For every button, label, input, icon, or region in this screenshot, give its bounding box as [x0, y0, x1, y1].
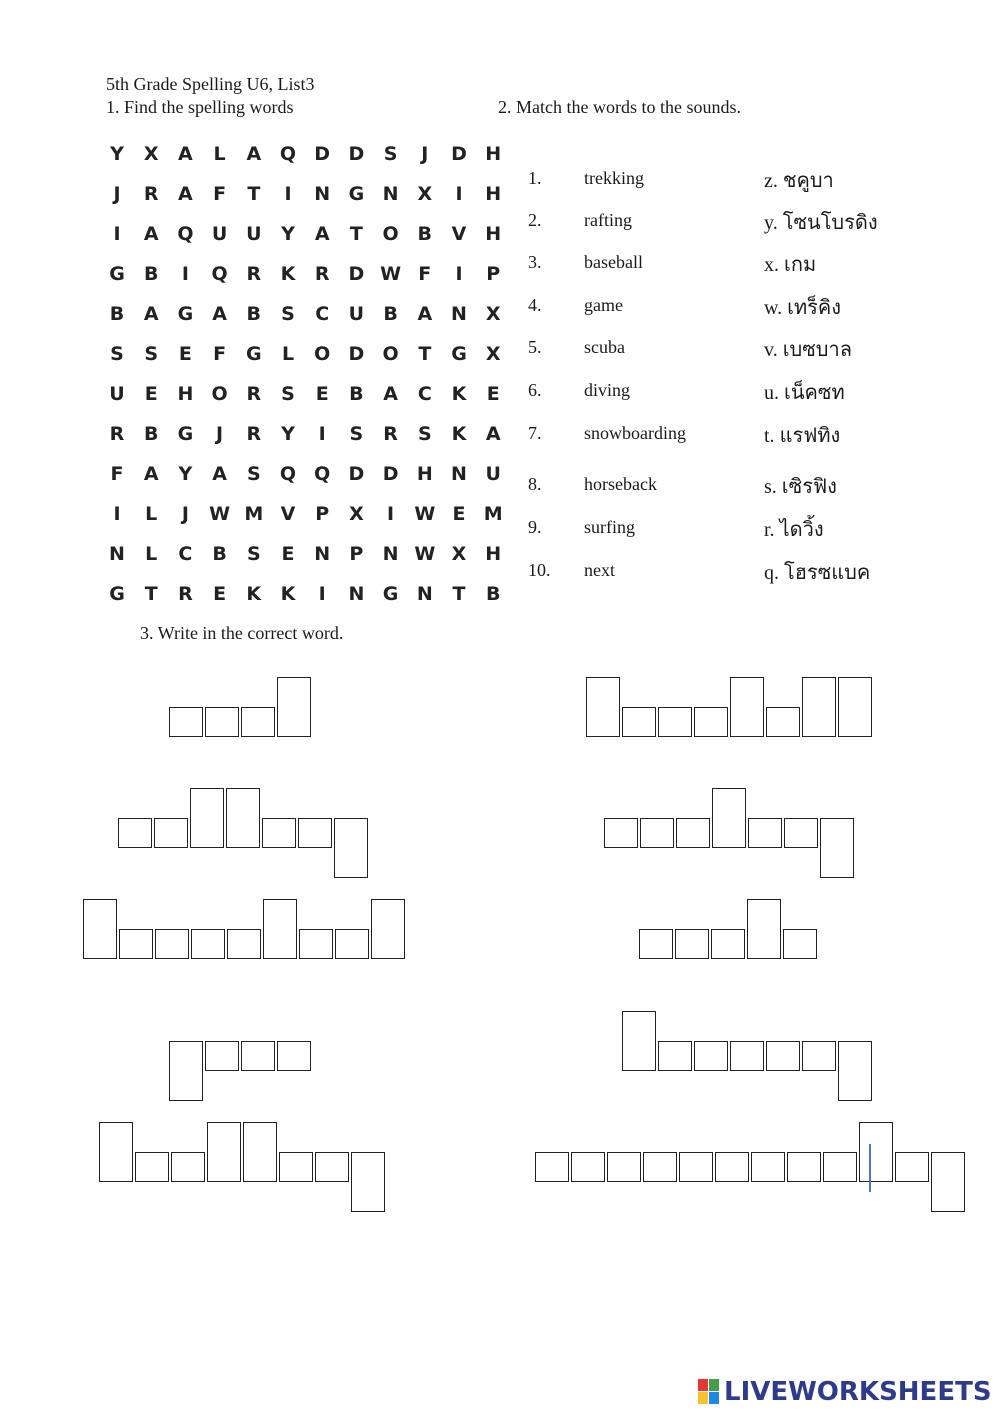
letter-box[interactable] — [371, 899, 405, 959]
grid-letter[interactable]: N — [348, 583, 365, 605]
match-sound — [764, 419, 840, 451]
grid-letter[interactable]: B — [485, 583, 501, 605]
grid-letter[interactable]: Y — [281, 423, 295, 445]
grid-letter[interactable]: G — [109, 263, 125, 285]
match-word: snowboarding — [584, 423, 686, 443]
grid-letter[interactable]: F — [418, 263, 432, 285]
letter-box[interactable] — [766, 1041, 800, 1071]
grid-letter[interactable]: D — [348, 463, 365, 485]
match-sound — [764, 248, 816, 280]
letter-box[interactable] — [712, 788, 746, 848]
letter-box[interactable] — [730, 1041, 764, 1071]
grid-letter[interactable]: E — [281, 543, 295, 565]
grid-letter[interactable]: U — [211, 223, 228, 245]
grid-letter[interactable]: D — [348, 143, 365, 165]
letter-box[interactable] — [622, 1011, 656, 1071]
grid-letter[interactable]: P — [486, 263, 501, 285]
grid-letter[interactable]: A — [246, 143, 262, 165]
grid-letter[interactable]: L — [281, 343, 295, 365]
letter-box[interactable] — [676, 818, 710, 848]
grid-letter[interactable]: Q — [279, 463, 297, 485]
match-word: baseball — [584, 252, 643, 272]
logo-text: LIVEWORKSHEETS — [724, 1377, 992, 1407]
grid-letter[interactable]: R — [178, 583, 193, 605]
grid-letter[interactable]: N — [451, 463, 467, 485]
grid-letter[interactable]: A — [212, 463, 227, 485]
grid-letter[interactable]: S — [417, 423, 432, 445]
letter-box[interactable] — [694, 1041, 728, 1071]
letter-box[interactable] — [607, 1152, 641, 1182]
letter-box[interactable] — [205, 1041, 239, 1071]
grid-letter[interactable]: N — [382, 543, 399, 565]
match-number: 2. — [528, 210, 542, 230]
grid-letter[interactable]: Y — [178, 463, 193, 485]
letter-box[interactable] — [169, 707, 203, 737]
grid-letter[interactable]: A — [143, 303, 159, 325]
letter-box[interactable] — [730, 677, 764, 737]
match-number: 1. — [528, 168, 542, 188]
grid-letter[interactable]: S — [281, 303, 295, 325]
grid-letter[interactable]: J — [181, 503, 189, 525]
logo-icon — [698, 1379, 720, 1405]
grid-letter[interactable]: P — [315, 503, 330, 525]
letter-box[interactable] — [639, 929, 673, 959]
thai-sound: เน็คซท — [784, 380, 845, 404]
grid-letter[interactable]: I — [284, 183, 292, 205]
grid-letter[interactable]: D — [348, 343, 365, 365]
letter-box[interactable] — [263, 899, 297, 959]
grid-letter[interactable]: D — [382, 463, 399, 485]
grid-letter[interactable]: A — [417, 303, 433, 325]
letter-box[interactable] — [766, 707, 800, 737]
sound-letter: v. — [764, 339, 778, 361]
letter-box[interactable] — [675, 929, 709, 959]
grid-letter[interactable]: S — [349, 423, 364, 445]
grid-letter[interactable]: X — [349, 503, 364, 525]
letter-box[interactable] — [643, 1152, 677, 1182]
grid-letter[interactable]: A — [178, 143, 193, 165]
grid-letter[interactable]: D — [314, 143, 331, 165]
sound-letter: s. — [764, 476, 777, 498]
grid-letter[interactable]: A — [212, 303, 227, 325]
grid-letter[interactable]: I — [318, 583, 326, 605]
letter-box[interactable] — [820, 818, 854, 878]
match-sound — [764, 513, 824, 545]
grid-letter[interactable]: D — [348, 263, 365, 285]
grid-letter[interactable]: B — [143, 263, 159, 285]
grid-letter[interactable]: A — [383, 383, 398, 405]
grid-letter[interactable]: P — [349, 543, 364, 565]
match-number: 7. — [528, 423, 542, 443]
grid-letter[interactable]: Y — [110, 143, 124, 165]
letter-box[interactable] — [535, 1152, 569, 1182]
letter-box[interactable] — [277, 677, 311, 737]
grid-letter[interactable]: L — [145, 543, 158, 565]
letter-box[interactable] — [694, 707, 728, 737]
letter-box[interactable] — [784, 818, 818, 848]
grid-letter[interactable]: J — [421, 143, 429, 165]
match-word: game — [584, 295, 623, 315]
letter-box[interactable] — [171, 1152, 205, 1182]
match-number: 9. — [528, 517, 542, 537]
grid-letter[interactable]: Y — [281, 223, 295, 245]
letter-box[interactable] — [658, 1041, 692, 1071]
letter-box[interactable] — [241, 707, 275, 737]
grid-letter[interactable]: L — [145, 503, 158, 525]
letter-box[interactable] — [241, 1041, 275, 1071]
letter-box[interactable] — [99, 1122, 133, 1182]
grid-letter[interactable]: A — [143, 463, 159, 485]
letter-box[interactable] — [279, 1152, 313, 1182]
grid-letter[interactable]: E — [178, 343, 192, 365]
grid-letter[interactable]: W — [209, 503, 231, 525]
thai-sound: โฮรซแบค — [784, 560, 871, 584]
letter-box[interactable] — [604, 818, 638, 848]
match-word: diving — [584, 380, 631, 400]
match-sound — [764, 376, 845, 408]
match-number: 10. — [528, 560, 551, 580]
grid-letter[interactable]: I — [387, 503, 395, 525]
thai-sound: เบซบาล — [782, 337, 852, 361]
grid-letter[interactable]: G — [245, 343, 262, 365]
letter-box[interactable] — [931, 1152, 965, 1212]
grid-letter[interactable]: U — [485, 463, 501, 485]
grid-letter[interactable]: M — [244, 503, 264, 525]
grid-letter[interactable]: B — [349, 383, 364, 405]
grid-letter[interactable]: R — [246, 423, 262, 445]
grid-letter[interactable]: U — [109, 383, 125, 405]
grid-letter[interactable]: F — [213, 343, 227, 365]
grid-letter[interactable]: O — [211, 383, 228, 405]
grid-letter[interactable]: T — [349, 223, 363, 245]
letter-box[interactable] — [191, 929, 225, 959]
grid-letter[interactable]: S — [110, 343, 124, 365]
grid-letter[interactable]: H — [177, 383, 194, 405]
letter-box[interactable] — [895, 1152, 929, 1182]
thai-sound: เทร็คิง — [787, 295, 842, 319]
letter-box[interactable] — [715, 1152, 749, 1182]
section-3-heading: 3. Write in the correct word. — [140, 623, 344, 643]
grid-letter[interactable]: N — [314, 183, 331, 205]
match-sound — [764, 470, 837, 502]
letter-box[interactable] — [787, 1152, 821, 1182]
letter-box[interactable] — [315, 1152, 349, 1182]
grid-letter[interactable]: E — [452, 503, 466, 525]
letter-box[interactable] — [622, 707, 656, 737]
grid-letter[interactable]: R — [143, 183, 159, 205]
letter-box[interactable] — [207, 1122, 241, 1182]
match-number: 4. — [528, 295, 542, 315]
grid-letter[interactable]: B — [212, 543, 227, 565]
grid-letter[interactable]: B — [417, 223, 433, 245]
grid-letter[interactable]: T — [144, 583, 158, 605]
text-cursor — [869, 1144, 871, 1192]
letter-box[interactable] — [571, 1152, 605, 1182]
grid-letter[interactable]: I — [181, 263, 189, 285]
grid-letter[interactable]: M — [483, 503, 503, 525]
grid-letter[interactable]: I — [455, 183, 463, 205]
grid-letter[interactable]: A — [143, 223, 159, 245]
word-search-grid[interactable] — [100, 137, 510, 607]
grid-letter[interactable]: H — [485, 543, 502, 565]
grid-letter[interactable]: O — [314, 343, 331, 365]
grid-letter[interactable]: S — [383, 143, 398, 165]
grid-letter[interactable]: C — [178, 543, 193, 565]
grid-letter[interactable]: I — [455, 263, 463, 285]
grid-letter[interactable]: E — [315, 383, 329, 405]
sound-letter: r. — [764, 519, 775, 541]
match-word: scuba — [584, 337, 625, 357]
letter-box[interactable] — [640, 818, 674, 848]
letter-box[interactable] — [783, 929, 817, 959]
grid-letter[interactable]: K — [246, 583, 262, 605]
grid-letter[interactable]: R — [246, 383, 262, 405]
letter-box[interactable] — [747, 899, 781, 959]
grid-letter[interactable]: L — [213, 143, 226, 165]
grid-letter[interactable]: A — [485, 423, 501, 445]
grid-letter[interactable]: F — [213, 183, 227, 205]
grid-letter[interactable]: K — [451, 383, 467, 405]
worksheet-title: 5th Grade Spelling U6, List3 — [106, 74, 315, 94]
grid-letter[interactable]: S — [144, 343, 159, 365]
letter-box[interactable] — [135, 1152, 169, 1182]
section-1-heading: 1. Find the spelling words — [106, 97, 294, 117]
grid-letter[interactable]: Q — [314, 463, 331, 485]
match-sound — [764, 291, 841, 323]
grid-letter[interactable]: G — [348, 183, 365, 205]
grid-letter[interactable]: N — [416, 583, 433, 605]
grid-letter[interactable]: I — [318, 423, 326, 445]
letter-box[interactable] — [227, 929, 261, 959]
letter-box[interactable] — [154, 818, 188, 848]
match-word: horseback — [584, 474, 657, 494]
grid-letter[interactable]: K — [451, 423, 467, 445]
grid-letter[interactable]: G — [382, 583, 399, 605]
match-number: 8. — [528, 474, 542, 494]
grid-letter[interactable]: H — [485, 143, 502, 165]
letter-box[interactable] — [277, 1041, 311, 1071]
grid-letter[interactable]: T — [452, 583, 466, 605]
grid-letter[interactable]: F — [110, 463, 124, 485]
thai-sound: โซนโบรดิง — [782, 210, 878, 234]
letter-box[interactable] — [658, 707, 692, 737]
grid-letter[interactable]: B — [383, 303, 398, 325]
grid-letter[interactable]: W — [414, 503, 436, 525]
grid-letter[interactable]: A — [314, 223, 330, 245]
grid-letter[interactable]: X — [485, 303, 501, 325]
letter-box[interactable] — [298, 818, 332, 848]
letter-box[interactable] — [334, 818, 368, 878]
match-sound — [764, 164, 834, 196]
grid-letter[interactable]: N — [109, 543, 125, 565]
grid-letter[interactable]: I — [113, 503, 121, 525]
grid-letter[interactable]: B — [246, 303, 262, 325]
match-number: 3. — [528, 252, 542, 272]
letter-box[interactable] — [711, 929, 745, 959]
grid-letter[interactable]: Q — [177, 223, 194, 245]
letter-box[interactable] — [155, 929, 189, 959]
letter-box[interactable] — [243, 1122, 277, 1182]
letter-box[interactable] — [190, 788, 224, 848]
grid-letter[interactable]: H — [485, 223, 502, 245]
match-word: surfing — [584, 517, 635, 537]
sound-letter: z. — [764, 170, 778, 192]
letter-box[interactable] — [83, 899, 117, 959]
match-word: next — [584, 560, 615, 580]
letter-box[interactable] — [751, 1152, 785, 1182]
grid-letter[interactable]: G — [177, 423, 194, 445]
grid-letter[interactable]: W — [380, 263, 402, 285]
grid-letter[interactable]: Q — [211, 263, 228, 285]
letter-box[interactable] — [169, 1041, 203, 1101]
match-sound — [764, 333, 852, 365]
thai-sound: เกม — [784, 252, 817, 276]
grid-letter[interactable]: B — [109, 303, 125, 325]
letter-box[interactable] — [859, 1122, 893, 1182]
thai-sound: ไดวิ้ง — [779, 517, 824, 541]
letter-box[interactable] — [299, 929, 333, 959]
match-word: trekking — [584, 168, 644, 188]
thai-sound: ชคูบา — [782, 168, 834, 192]
match-word: rafting — [584, 210, 632, 230]
letter-box[interactable] — [802, 677, 836, 737]
grid-letter[interactable]: H — [485, 183, 502, 205]
grid-letter[interactable]: G — [177, 303, 194, 325]
grid-letter[interactable]: N — [314, 543, 331, 565]
grid-letter[interactable]: T — [418, 343, 432, 365]
grid-letter[interactable]: X — [143, 143, 159, 165]
grid-letter[interactable]: H — [416, 463, 433, 485]
sound-letter: u. — [764, 382, 779, 404]
letter-box[interactable] — [823, 1152, 857, 1182]
grid-letter[interactable]: X — [417, 183, 433, 205]
grid-letter[interactable]: U — [348, 303, 365, 325]
grid-letter[interactable]: W — [414, 543, 436, 565]
grid-letter[interactable]: E — [486, 383, 500, 405]
letter-box[interactable] — [119, 929, 153, 959]
grid-letter[interactable]: N — [382, 183, 399, 205]
match-number: 6. — [528, 380, 542, 400]
sound-letter: x. — [764, 254, 779, 276]
sound-letter: t. — [764, 425, 775, 447]
grid-letter[interactable]: R — [314, 263, 330, 285]
match-sound — [764, 206, 878, 238]
grid-letter[interactable]: R — [383, 423, 398, 445]
letter-box[interactable] — [802, 1041, 836, 1071]
grid-letter[interactable]: E — [144, 383, 158, 405]
grid-letter[interactable]: I — [113, 223, 121, 245]
letter-box[interactable] — [351, 1152, 385, 1212]
grid-letter[interactable]: V — [451, 223, 467, 245]
grid-letter[interactable]: S — [246, 463, 261, 485]
grid-letter[interactable]: O — [382, 223, 399, 245]
grid-letter[interactable]: D — [451, 143, 467, 165]
letter-box[interactable] — [838, 1041, 872, 1101]
letter-box[interactable] — [118, 818, 152, 848]
grid-letter[interactable]: O — [382, 343, 399, 365]
letter-box[interactable] — [748, 818, 782, 848]
grid-letter[interactable]: G — [109, 583, 125, 605]
match-sound — [764, 556, 870, 588]
thai-sound: เซิรฟิง — [781, 474, 837, 498]
grid-letter[interactable]: X — [485, 343, 501, 365]
grid-letter[interactable]: S — [246, 543, 261, 565]
sound-letter: y. — [764, 212, 778, 234]
grid-letter[interactable]: J — [216, 423, 224, 445]
grid-letter[interactable]: B — [143, 423, 159, 445]
section-2-heading: 2. Match the words to the sounds. — [498, 97, 741, 117]
grid-letter[interactable]: C — [417, 383, 432, 405]
letter-box[interactable] — [262, 818, 296, 848]
letter-box[interactable] — [335, 929, 369, 959]
grid-letter[interactable]: J — [113, 183, 121, 205]
sound-letter: w. — [764, 297, 783, 319]
letter-box[interactable] — [679, 1152, 713, 1182]
letter-box[interactable] — [838, 677, 872, 737]
grid-letter[interactable]: K — [280, 583, 296, 605]
letter-box[interactable] — [205, 707, 239, 737]
thai-sound: แรฟทิง — [779, 423, 841, 447]
grid-letter[interactable]: E — [213, 583, 227, 605]
grid-letter[interactable]: T — [247, 183, 261, 205]
grid-letter[interactable]: U — [246, 223, 262, 245]
match-number: 5. — [528, 337, 542, 357]
letter-box[interactable] — [226, 788, 260, 848]
grid-letter[interactable]: V — [280, 503, 296, 525]
sound-letter: q. — [764, 562, 779, 584]
liveworksheets-logo — [698, 1376, 992, 1408]
grid-letter[interactable]: G — [451, 343, 467, 365]
grid-letter[interactable]: K — [280, 263, 296, 285]
grid-letter[interactable]: X — [451, 543, 467, 565]
grid-letter[interactable]: R — [246, 263, 262, 285]
grid-letter[interactable]: A — [178, 183, 193, 205]
grid-letter[interactable]: C — [315, 303, 330, 325]
letter-box[interactable] — [586, 677, 620, 737]
grid-letter[interactable]: S — [281, 383, 295, 405]
grid-letter[interactable]: N — [451, 303, 467, 325]
grid-letter[interactable]: Q — [279, 143, 297, 165]
grid-letter[interactable]: R — [109, 423, 125, 445]
